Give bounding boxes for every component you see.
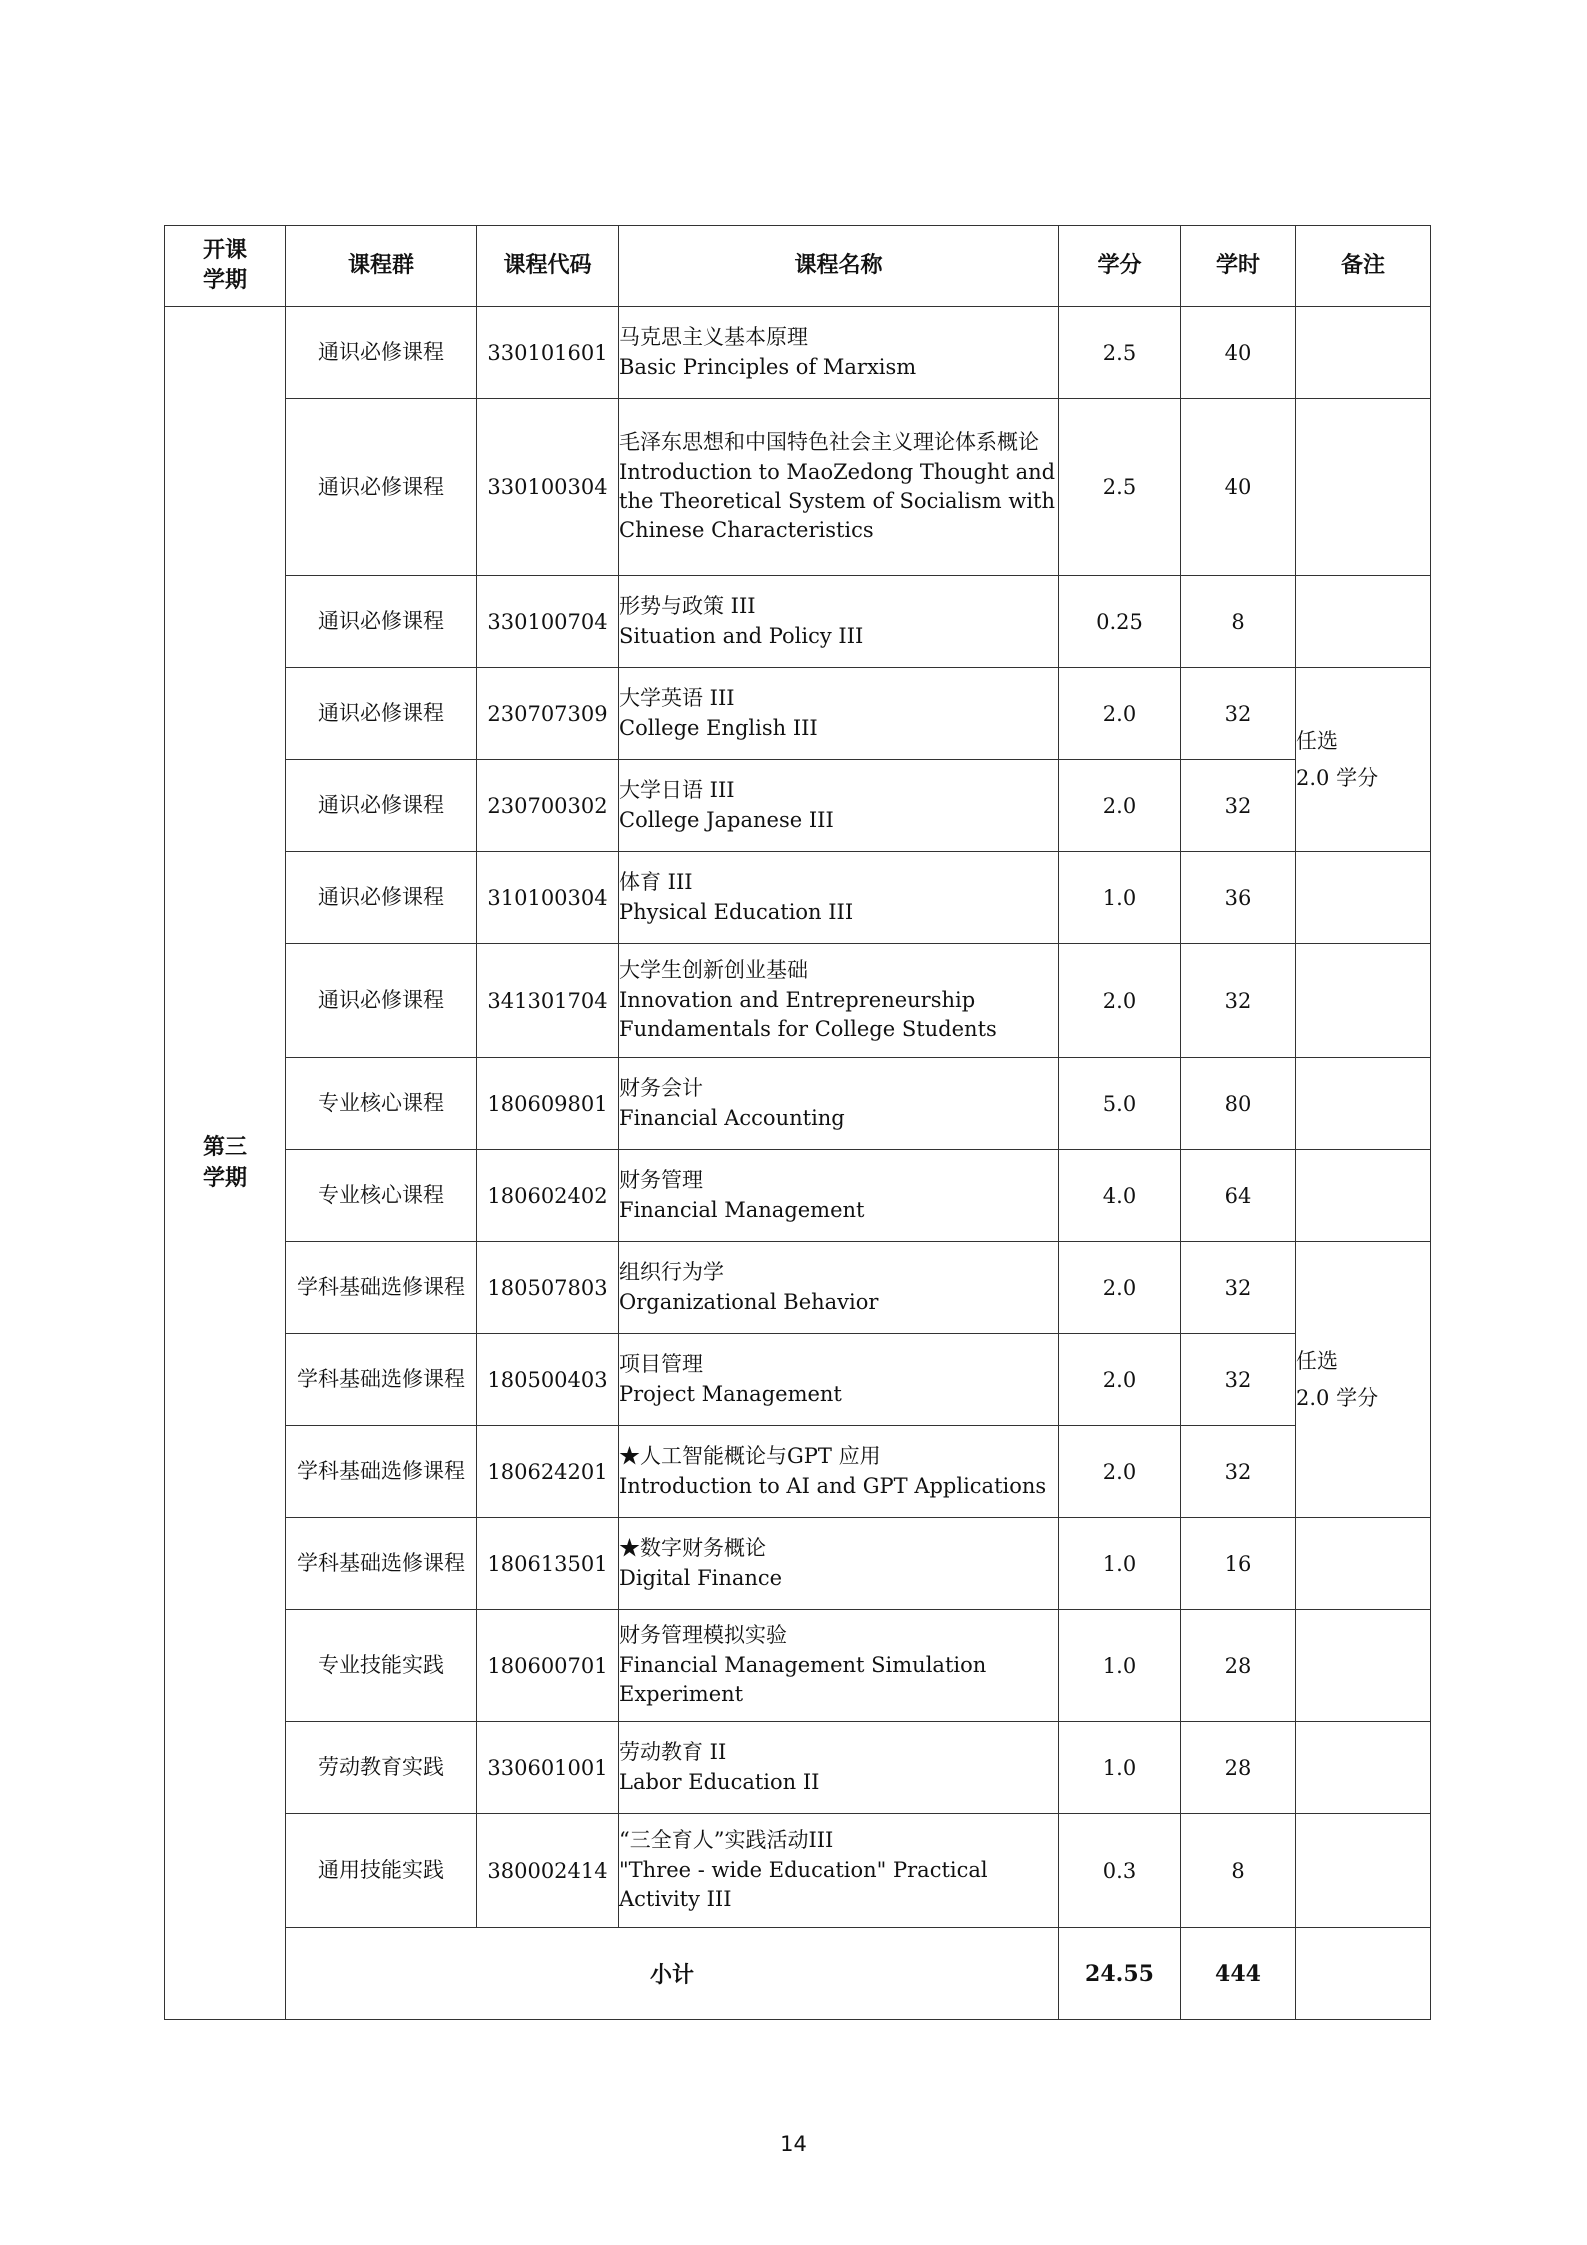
course-hours: 80 xyxy=(1181,1058,1296,1150)
elective-note-language: 任选 2.0 学分 xyxy=(1296,668,1431,852)
course-hours: 36 xyxy=(1181,852,1296,944)
course-credits: 1.0 xyxy=(1059,1722,1181,1814)
course-name xyxy=(619,1058,1059,1150)
course-name-cn: 体育 III xyxy=(619,870,693,895)
table-header-row xyxy=(165,226,1431,307)
course-name-cn: 大学生创新创业基础 xyxy=(619,958,808,983)
course-code: 330601001 xyxy=(477,1722,619,1814)
course-code: 310100304 xyxy=(477,852,619,944)
course-name xyxy=(619,1150,1059,1242)
course-hours: 32 xyxy=(1181,944,1296,1058)
page-number: 14 xyxy=(780,2132,807,2156)
course-name xyxy=(619,852,1059,944)
course-note xyxy=(1296,944,1431,1058)
subtotal-note xyxy=(1296,1928,1431,2020)
course-name-en: Situation and Policy III xyxy=(619,623,864,648)
course-name-cn: 组织行为学 xyxy=(619,1260,724,1285)
course-hours: 16 xyxy=(1181,1518,1296,1610)
table-row xyxy=(165,1334,1431,1426)
course-credits: 2.0 xyxy=(1059,944,1181,1058)
subtotal-row xyxy=(165,1928,1431,2020)
course-name-en: Introduction to AI and GPT Applications xyxy=(619,1473,1047,1498)
course-credits: 2.0 xyxy=(1059,668,1181,760)
course-credits: 4.0 xyxy=(1059,1150,1181,1242)
course-credits: 1.0 xyxy=(1059,1518,1181,1610)
course-hours: 32 xyxy=(1181,760,1296,852)
course-name-en: Financial Management xyxy=(619,1197,865,1222)
course-group: 学科基础选修课程 xyxy=(286,1426,477,1518)
course-code: 180507803 xyxy=(477,1242,619,1334)
course-name-cn: 马克思主义基本原理 xyxy=(619,325,808,350)
course-name-cn: ★人工智能概论与GPT 应用 xyxy=(619,1444,881,1469)
course-name-en: "Three - wide Education" Practical Activity III xyxy=(619,1857,988,1912)
course-credits: 2.5 xyxy=(1059,399,1181,576)
course-name xyxy=(619,1722,1059,1814)
course-name-en: College English III xyxy=(619,715,818,740)
course-name-en: Introduction to MaoZedong Thought and the Theoretical System of Socialism with Chinese Characteristics xyxy=(619,459,1056,543)
course-name-en: Labor Education II xyxy=(619,1769,820,1794)
course-note xyxy=(1296,399,1431,576)
subtotal-hours: 444 xyxy=(1181,1928,1296,2020)
course-group: 通识必修课程 xyxy=(286,576,477,668)
course-name-cn: 形势与政策 III xyxy=(619,594,756,619)
course-name xyxy=(619,944,1059,1058)
header-code: 课程代码 xyxy=(477,226,619,307)
course-name xyxy=(619,760,1059,852)
course-name-cn: 大学日语 III xyxy=(619,778,735,803)
course-note xyxy=(1296,1150,1431,1242)
course-code: 380002414 xyxy=(477,1814,619,1928)
table-row xyxy=(165,1150,1431,1242)
course-code: 330101601 xyxy=(477,307,619,399)
course-credits: 2.0 xyxy=(1059,1426,1181,1518)
header-group: 课程群 xyxy=(286,226,477,307)
course-code: 230707309 xyxy=(477,668,619,760)
header-term: 开课 学期 xyxy=(165,226,286,307)
course-name-en: College Japanese III xyxy=(619,807,834,832)
header-hours: 学时 xyxy=(1181,226,1296,307)
course-name-en: Physical Education III xyxy=(619,899,854,924)
table-row xyxy=(165,944,1431,1058)
course-hours: 32 xyxy=(1181,1426,1296,1518)
course-credits: 1.0 xyxy=(1059,852,1181,944)
course-group: 学科基础选修课程 xyxy=(286,1518,477,1610)
course-hours: 32 xyxy=(1181,668,1296,760)
course-credits: 5.0 xyxy=(1059,1058,1181,1150)
term-cell: 第三 学期 xyxy=(165,307,286,2020)
course-name xyxy=(619,668,1059,760)
course-hours: 32 xyxy=(1181,1334,1296,1426)
course-note xyxy=(1296,1058,1431,1150)
table-row xyxy=(165,1814,1431,1928)
table-row xyxy=(165,399,1431,576)
course-name-en: Financial Management Simulation Experiment xyxy=(619,1652,987,1707)
table-row xyxy=(165,576,1431,668)
table-row xyxy=(165,760,1431,852)
course-note xyxy=(1296,1722,1431,1814)
course-name-en: Organizational Behavior xyxy=(619,1289,879,1314)
course-note xyxy=(1296,576,1431,668)
course-code: 230700302 xyxy=(477,760,619,852)
course-table xyxy=(164,225,1431,2020)
course-credits: 0.25 xyxy=(1059,576,1181,668)
course-name xyxy=(619,1242,1059,1334)
course-code: 180609801 xyxy=(477,1058,619,1150)
course-name-cn: 劳动教育 II xyxy=(619,1740,727,1765)
table-row xyxy=(165,668,1431,760)
course-group: 劳动教育实践 xyxy=(286,1722,477,1814)
course-hours: 64 xyxy=(1181,1150,1296,1242)
course-group: 通识必修课程 xyxy=(286,399,477,576)
course-note xyxy=(1296,1610,1431,1722)
course-code: 180624201 xyxy=(477,1426,619,1518)
course-code: 330100704 xyxy=(477,576,619,668)
table-row xyxy=(165,1058,1431,1150)
header-name: 课程名称 xyxy=(619,226,1059,307)
header-credits: 学分 xyxy=(1059,226,1181,307)
course-note xyxy=(1296,852,1431,944)
course-name-cn: 项目管理 xyxy=(619,1352,703,1377)
table-row xyxy=(165,307,1431,399)
course-code: 330100304 xyxy=(477,399,619,576)
course-name xyxy=(619,1814,1059,1928)
course-credits: 1.0 xyxy=(1059,1610,1181,1722)
elective-note-discipline: 任选 2.0 学分 xyxy=(1296,1242,1431,1518)
header-notes: 备注 xyxy=(1296,226,1431,307)
course-group: 学科基础选修课程 xyxy=(286,1242,477,1334)
course-name-en: Digital Finance xyxy=(619,1565,783,1590)
course-name-cn: 毛泽东思想和中国特色社会主义理论体系概论 xyxy=(619,430,1039,455)
course-group: 通识必修课程 xyxy=(286,852,477,944)
course-name xyxy=(619,399,1059,576)
course-code: 180602402 xyxy=(477,1150,619,1242)
course-note xyxy=(1296,307,1431,399)
course-credits: 2.0 xyxy=(1059,1334,1181,1426)
course-group: 专业技能实践 xyxy=(286,1610,477,1722)
course-name xyxy=(619,307,1059,399)
course-group: 学科基础选修课程 xyxy=(286,1334,477,1426)
course-code: 180613501 xyxy=(477,1518,619,1610)
course-name-cn: 财务管理 xyxy=(619,1168,703,1193)
course-credits: 2.0 xyxy=(1059,1242,1181,1334)
course-group: 通用技能实践 xyxy=(286,1814,477,1928)
course-code: 341301704 xyxy=(477,944,619,1058)
course-hours: 32 xyxy=(1181,1242,1296,1334)
course-note xyxy=(1296,1518,1431,1610)
course-group: 专业核心课程 xyxy=(286,1058,477,1150)
course-name xyxy=(619,576,1059,668)
table-row xyxy=(165,1426,1431,1518)
course-name xyxy=(619,1426,1059,1518)
course-group: 通识必修课程 xyxy=(286,668,477,760)
course-hours: 40 xyxy=(1181,399,1296,576)
course-hours: 40 xyxy=(1181,307,1296,399)
course-hours: 28 xyxy=(1181,1722,1296,1814)
course-name-cn: 大学英语 III xyxy=(619,686,735,711)
course-note xyxy=(1296,1814,1431,1928)
course-hours: 8 xyxy=(1181,576,1296,668)
subtotal-label: 小计 xyxy=(286,1928,1059,2020)
course-credits: 2.0 xyxy=(1059,760,1181,852)
subtotal-credits: 24.55 xyxy=(1059,1928,1181,2020)
course-group: 通识必修课程 xyxy=(286,307,477,399)
table-row xyxy=(165,1610,1431,1722)
course-name-en: Basic Principles of Marxism xyxy=(619,354,917,379)
table-row xyxy=(165,1518,1431,1610)
course-group: 通识必修课程 xyxy=(286,944,477,1058)
course-name-cn: ★数字财务概论 xyxy=(619,1536,766,1561)
course-credits: 0.3 xyxy=(1059,1814,1181,1928)
course-hours: 28 xyxy=(1181,1610,1296,1722)
course-name-en: Project Management xyxy=(619,1381,842,1406)
course-name-en: Innovation and Entrepreneurship Fundamentals for College Students xyxy=(619,987,997,1042)
course-code: 180600701 xyxy=(477,1610,619,1722)
table-row xyxy=(165,1242,1431,1334)
course-name-cn: 财务管理模拟实验 xyxy=(619,1623,787,1648)
course-name-en: Financial Accounting xyxy=(619,1105,845,1130)
course-hours: 8 xyxy=(1181,1814,1296,1928)
course-group: 专业核心课程 xyxy=(286,1150,477,1242)
course-name-cn: 财务会计 xyxy=(619,1076,703,1101)
course-name xyxy=(619,1334,1059,1426)
course-name xyxy=(619,1518,1059,1610)
course-group: 通识必修课程 xyxy=(286,760,477,852)
course-credits: 2.5 xyxy=(1059,307,1181,399)
course-name xyxy=(619,1610,1059,1722)
course-code: 180500403 xyxy=(477,1334,619,1426)
course-name-cn: “三全育人”实践活动III xyxy=(619,1828,834,1853)
table-row xyxy=(165,852,1431,944)
table-row xyxy=(165,1722,1431,1814)
